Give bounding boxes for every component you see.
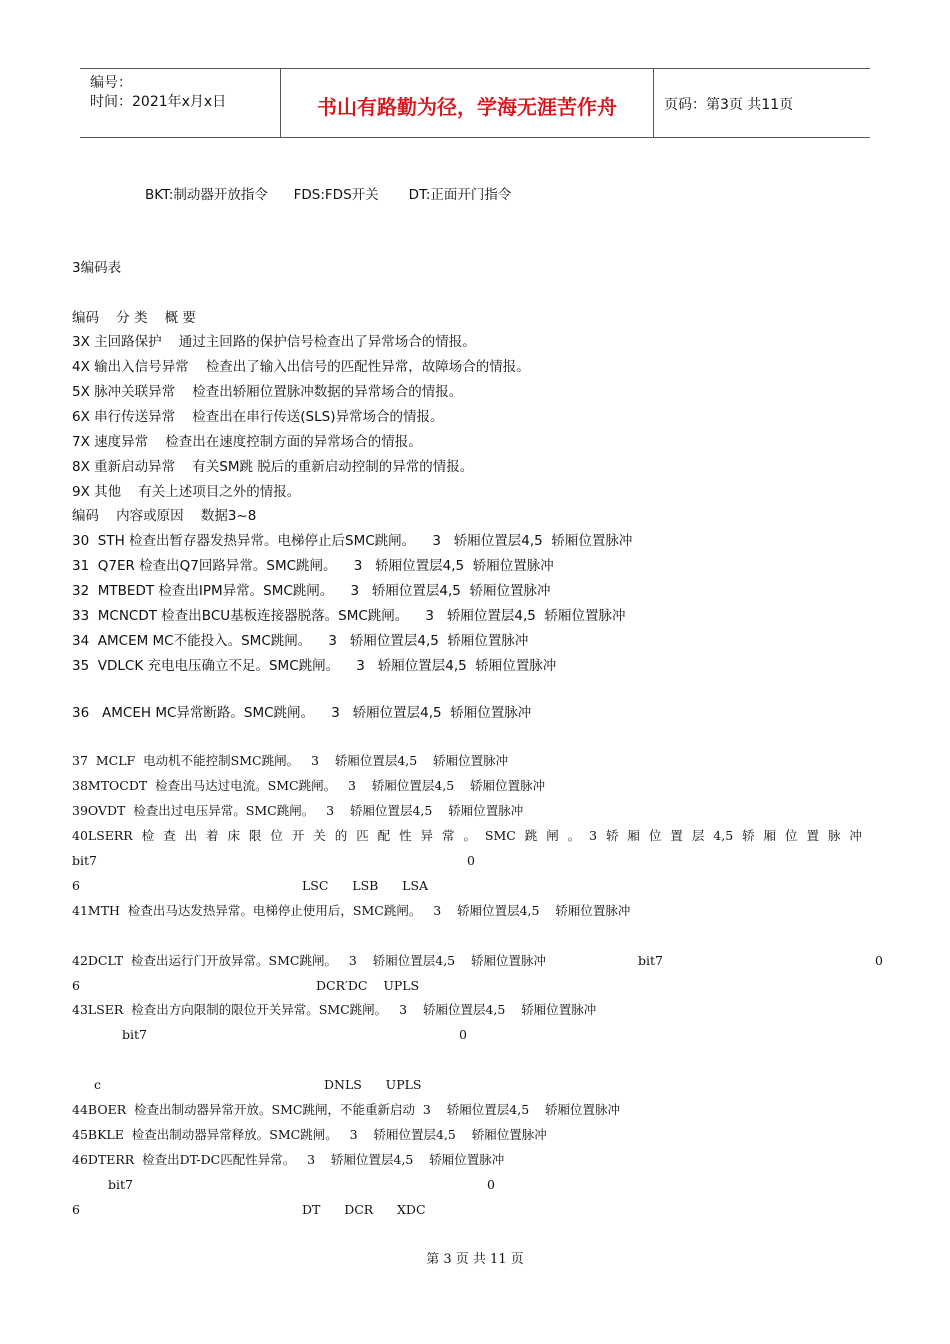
- header-motto: 书山有路勤为径，学海无涯苦作舟: [317, 95, 617, 119]
- code-row: 37 MCLF 电动机不能控制SMC跳闸。 3 轿厢位置层4,5 轿厢位置脉冲: [72, 753, 509, 768]
- code-row: 31 Q7ER 检查出Q7回路异常。SMC跳闸。 3 轿厢位置层4,5 轿厢位置脉冲: [72, 558, 554, 574]
- code-row-token: 。: [567, 828, 581, 843]
- code-row: 42DCLT 检查出运行门开放异常。SMC跳闸。 3 轿厢位置层4,5 轿厢位置脉冲: [72, 953, 547, 968]
- bit-label: 6: [72, 1202, 80, 1217]
- signal-labels: LSC LSB LSA: [302, 878, 429, 893]
- code-row-justified: [72, 827, 862, 845]
- code-row-token: 关: [313, 828, 326, 843]
- code-row-token: 位: [785, 828, 798, 843]
- code-row-token: 轿: [742, 828, 755, 843]
- code-row-token: 4,5: [713, 828, 734, 843]
- page-footer: 第 3 页 共 11 页: [426, 1252, 524, 1267]
- bit-label: c: [94, 1077, 102, 1092]
- code-row-token: 40LSERR: [72, 828, 133, 843]
- category-row: 5X 脉冲关联异常 检查出轿厢位置脉冲数据的异常场合的情报。: [72, 384, 463, 400]
- signal-labels: DT DCR XDC: [302, 1202, 426, 1217]
- code-row-token: 。: [463, 828, 476, 843]
- category-row: 8X 重新启动异常 有关SM跳 脱后的重新启动控制的异常的情报。: [72, 459, 474, 475]
- bit-label: 0: [487, 1177, 495, 1192]
- code-row-token: 位: [270, 828, 283, 843]
- code-row-token: 轿: [606, 828, 619, 843]
- header-meta-cell: [80, 69, 281, 137]
- code-row-token: 脉: [827, 828, 841, 843]
- code-row-token: 厢: [627, 828, 640, 843]
- code-row-token: 层: [691, 828, 705, 843]
- code-row: 41MTH 检查出马达发热异常。电梯停止使用后，SMC跳闸。 3 轿厢位置层4,5 轿厢位置脉冲: [72, 903, 631, 918]
- bit-label: bit7: [638, 953, 663, 968]
- code-row: 39OVDT 检查出过电压异常。SMC跳闸。 3 轿厢位置层4,5 轿厢位置脉冲: [72, 803, 524, 818]
- bit-label: bit7: [122, 1027, 147, 1042]
- code-row: 38MTOCDT 检查出马达过电流。SMC跳闸。 3 轿厢位置层4,5 轿厢位置脉冲: [72, 778, 546, 793]
- code-row: 32 MTBEDT 检查出IPM异常。SMC跳闸。 3 轿厢位置层4,5 轿厢位置脉冲: [72, 583, 551, 599]
- signal-labels: DNLS UPLS: [324, 1077, 422, 1092]
- code-row-token: 3: [589, 828, 598, 843]
- code-row: 44BOER 检查出制动器异常开放。SMC跳闸，不能重新启动 3 轿厢位置层4,5 轿厢位置脉冲: [72, 1102, 621, 1117]
- code-row-token: 跳: [524, 828, 538, 843]
- code-row-token: SMC: [484, 828, 516, 843]
- code-row-token: 床: [227, 828, 240, 843]
- legend-line: BKT:制动器开放指令 FDS:FDS开关 DT:正面开门指令: [145, 187, 512, 203]
- code-row-token: 着: [206, 828, 219, 843]
- code-row-token: 开: [291, 828, 305, 843]
- code-row-token: 置: [806, 828, 819, 843]
- code-row-token: 性: [399, 828, 412, 843]
- bit-label: 0: [467, 853, 475, 868]
- code-row-token: 匹: [356, 828, 369, 843]
- code-row-token: 出: [184, 828, 198, 843]
- category-header: 编码 分 类 概 要: [72, 310, 196, 326]
- code-row: 33 MCNCDT 检查出BCU基板连接器脱落。SMC跳闸。 3 轿厢位置层4,5 轿厢位置脉冲: [72, 608, 626, 624]
- code-row-token: 查: [163, 828, 176, 843]
- header-page-cell: [654, 69, 870, 137]
- category-row: 9X 其他 有关上述项目之外的情报。: [72, 484, 301, 500]
- bit-label: bit7: [72, 853, 97, 868]
- code-row-token: 厢: [763, 828, 777, 843]
- bit-label: 6: [72, 878, 80, 893]
- code-row: 35 VDLCK 充电电压确立不足。SMC跳闸。 3 轿厢位置层4,5 轿厢位置脉冲: [72, 658, 557, 674]
- code-row-token: 限: [248, 828, 262, 843]
- code-row: 45BKLE 检查出制动器异常释放。SMC跳闸。 3 轿厢位置层4,5 轿厢位置脉冲: [72, 1127, 547, 1142]
- document-header: [80, 68, 870, 138]
- code-row-token: 检: [141, 828, 155, 843]
- bit-label: 0: [459, 1027, 467, 1042]
- bit-label: 0: [875, 953, 883, 968]
- code-row-token: 常: [442, 828, 455, 843]
- code-row-token: 的: [334, 828, 348, 843]
- category-row: 3X 主回路保护 通过主回路的保护信号检查出了异常场合的情报。: [72, 334, 476, 350]
- code-row-token: 置: [670, 828, 683, 843]
- code-row-token: 位: [648, 828, 662, 843]
- code-row: 43LSER 检查出方向限制的限位开关异常。SMC跳闸。 3 轿厢位置层4,5 轿厢位置脉冲: [72, 1002, 597, 1017]
- code-header: 编码 内容或原因 数据3~8: [72, 508, 257, 524]
- code-row: 46DTERR 检查出DT-DC匹配性异常。 3 轿厢位置层4,5 轿厢位置脉冲: [72, 1152, 505, 1167]
- signal-labels: DCR′DC UPLS: [316, 978, 420, 993]
- category-row: 7X 速度异常 检查出在速度控制方面的异常场合的情报。: [72, 434, 422, 450]
- code-row-token: 配: [377, 828, 391, 843]
- code-row-token: 异: [420, 828, 434, 843]
- document-number: 编号：: [90, 75, 132, 91]
- document-time: 时间：2021年x月x日: [90, 94, 227, 110]
- code-row-token: 闸: [546, 828, 559, 843]
- header-motto-cell: [281, 69, 654, 137]
- code-row: 36 AMCEH MC异常断路。SMC跳闸。 3 轿厢位置层4,5 轿厢位置脉冲: [72, 705, 532, 721]
- code-row-token: 冲: [849, 828, 862, 843]
- code-row: 34 AMCEM MC不能投入。SMC跳闸。 3 轿厢位置层4,5 轿厢位置脉冲: [72, 633, 529, 649]
- section-title: 3编码表: [72, 260, 122, 276]
- category-row: 4X 输出入信号异常 检查出了输入出信号的匹配性异常，故障场合的情报。: [72, 359, 530, 375]
- code-row: 30 STH 检查出暂存器发热异常。电梯停止后SMC跳闸。 3 轿厢位置层4,5 轿厢位置脉冲: [72, 533, 633, 549]
- bit-label: 6: [72, 978, 80, 993]
- category-row: 6X 串行传送异常 检查出在串行传送(SLS)异常场合的情报。: [72, 409, 444, 425]
- header-page-number: 页码：第3页 共11页: [664, 97, 794, 113]
- bit-label: bit7: [108, 1177, 133, 1192]
